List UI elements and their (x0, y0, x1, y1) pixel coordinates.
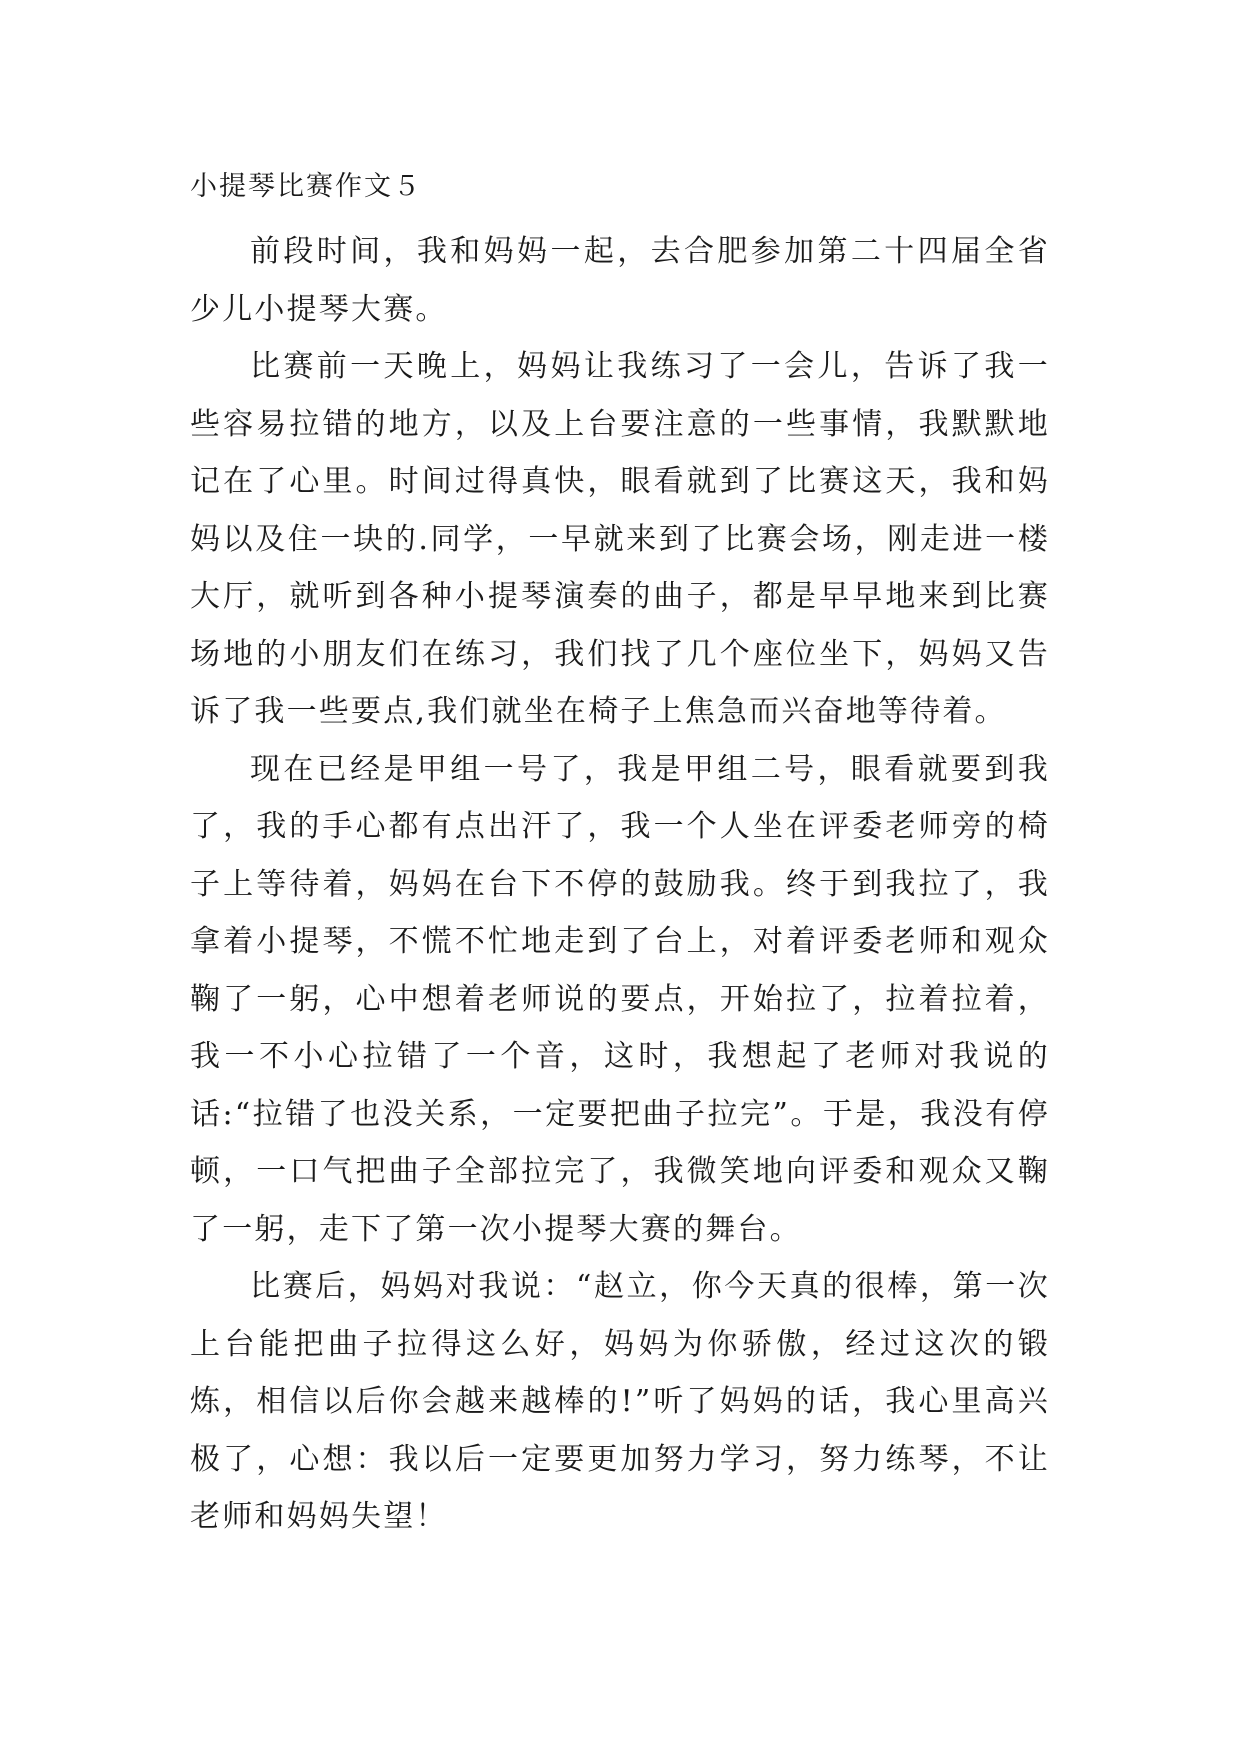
paragraph-1: 前段时间，我和妈妈一起，去合肥参加第二十四届全省少儿小提琴大赛。 (190, 234, 1050, 327)
paragraph-2: 比赛前一天晚上，妈妈让我练习了一会儿，告诉了我一些容易拉错的地方，以及上台要注意的一些事情，我默默地记在了心里。时间过得真快，眼看就到了比赛这天，我和妈妈以及住一块的.同学，一早就来到了比赛会场，刚走进一楼大厅，就听到各种小提琴演奏的曲子，都是早早地来到比赛场地的小朋友们在练习，我们找了几个座位坐下，妈妈又告诉了我一些要点,我们就坐在椅子上焦急而兴奋地等待着。 (190, 349, 1050, 729)
paragraph-4: 比赛后，妈妈对我说：“赵立，你今天真的很棒，第一次上台能把曲子拉得这么好，妈妈为你骄傲，经过这次的锻炼，相信以后你会越来越棒的!”听了妈妈的话，我心里高兴极了，心想：我以后一定要更加努力学习，努力练琴，不让老师和妈妈失望！ (190, 1269, 1050, 1534)
paragraph-3: 现在已经是甲组一号了，我是甲组二号，眼看就要到我了，我的手心都有点出汗了，我一个人坐在评委老师旁的椅子上等待着，妈妈在台下不停的鼓励我。终于到我拉了，我拿着小提琴，不慌不忙地走到了台上，对着评委老师和观众鞠了一躬，心中想着老师说的要点，开始拉了，拉着拉着，我一不小心拉错了一个音，这时，我想起了老师对我说的话:“拉错了也没关系，一定要把曲子拉完”。于是，我没有停顿，一口气把曲子全部拉完了，我微笑地向评委和观众又鞠了一躬，走下了第一次小提琴大赛的舞台。 (190, 751, 1050, 1247)
document-title: 小提琴比赛作文５ (190, 171, 422, 202)
document-page (190, 165, 1050, 1546)
